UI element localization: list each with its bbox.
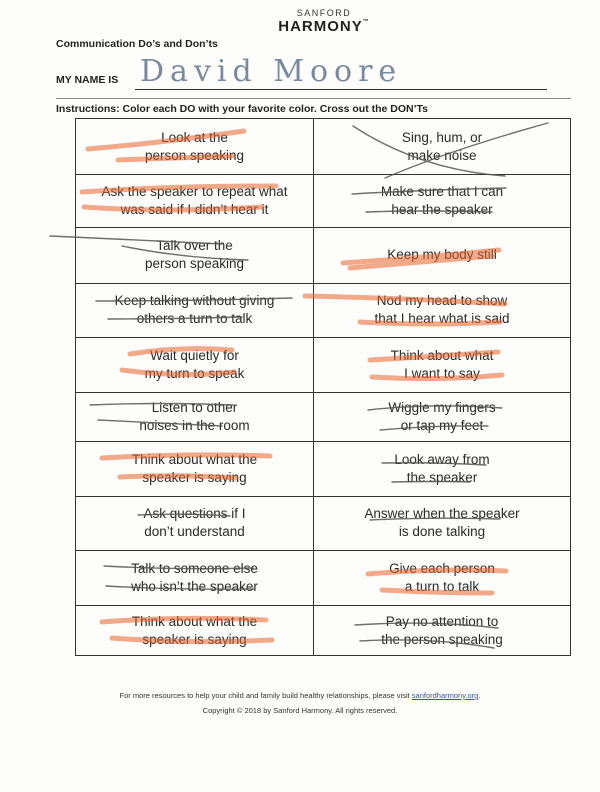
grid-cell-right: Sing, hum, or make noise xyxy=(401,129,483,163)
logo-main-text: HARMONY™ xyxy=(278,18,370,35)
grid-cell-left: Think about what the speaker is saying xyxy=(131,451,258,485)
header-divider xyxy=(56,98,571,99)
grid-cell-right: Look away from the speaker xyxy=(394,451,490,485)
page-title: Communication Do’s and Don’ts xyxy=(56,38,218,50)
grid-cell-left: Look at the person speaking xyxy=(144,129,245,163)
footer-resources: For more resources to help your child and family build healthy relationships, please visit sanfordharmony.org. xyxy=(119,691,481,700)
handwritten-name: David Moore xyxy=(140,54,403,89)
grid-cell-right: Give each person a turn to talk xyxy=(389,560,495,594)
grid-cell-left: Think about what the speaker is saying xyxy=(131,614,258,647)
grid-cell-left: Ask questions if I don’t understand xyxy=(143,506,246,539)
grid-cell-left: Listen to other noises in the room xyxy=(139,399,250,433)
grid-cell-left: Keep talking without giving others a turn to talk xyxy=(114,293,275,326)
grid-cell-right: Pay no attention to the person speaking xyxy=(381,614,503,647)
footer-link[interactable]: sanfordharmony.org xyxy=(411,691,479,700)
footer-copyright: Copyright © 2018 by Sanford Harmony. All rights reserved. xyxy=(202,706,398,715)
grid-cell-left: Talk over the person speaking xyxy=(144,238,245,271)
instructions: Instructions: Color each DO with your favorite color. Cross out the DON’Ts xyxy=(56,103,429,115)
grid-cell-right: Wiggle my fingers or tap my feet xyxy=(388,399,496,433)
logo-top-text: SANFORD xyxy=(296,8,352,18)
grid-cell-right: Nod my head to show that I hear what is said xyxy=(374,293,510,326)
grid-cell-left: Ask the speaker to repeat what was said if I didn’t hear it xyxy=(101,183,288,217)
grid-cell-right: Keep my body still xyxy=(387,247,497,262)
grid-cell-right: Answer when the speaker is done talking xyxy=(364,506,520,539)
name-line xyxy=(135,89,547,90)
sanford-harmony-logo xyxy=(276,9,372,34)
name-label: MY NAME IS xyxy=(56,74,119,86)
grid-cell-right: Think about what I want to say xyxy=(390,347,494,381)
grid-cell-right: Make sure that I can hear the speaker xyxy=(380,183,504,217)
grid-cell-left: Wait quietly for my turn to speak xyxy=(144,347,245,381)
grid-cell-left: Talk to someone else who isn’t the speaker xyxy=(131,560,258,594)
dos-donts-grid xyxy=(75,118,571,656)
